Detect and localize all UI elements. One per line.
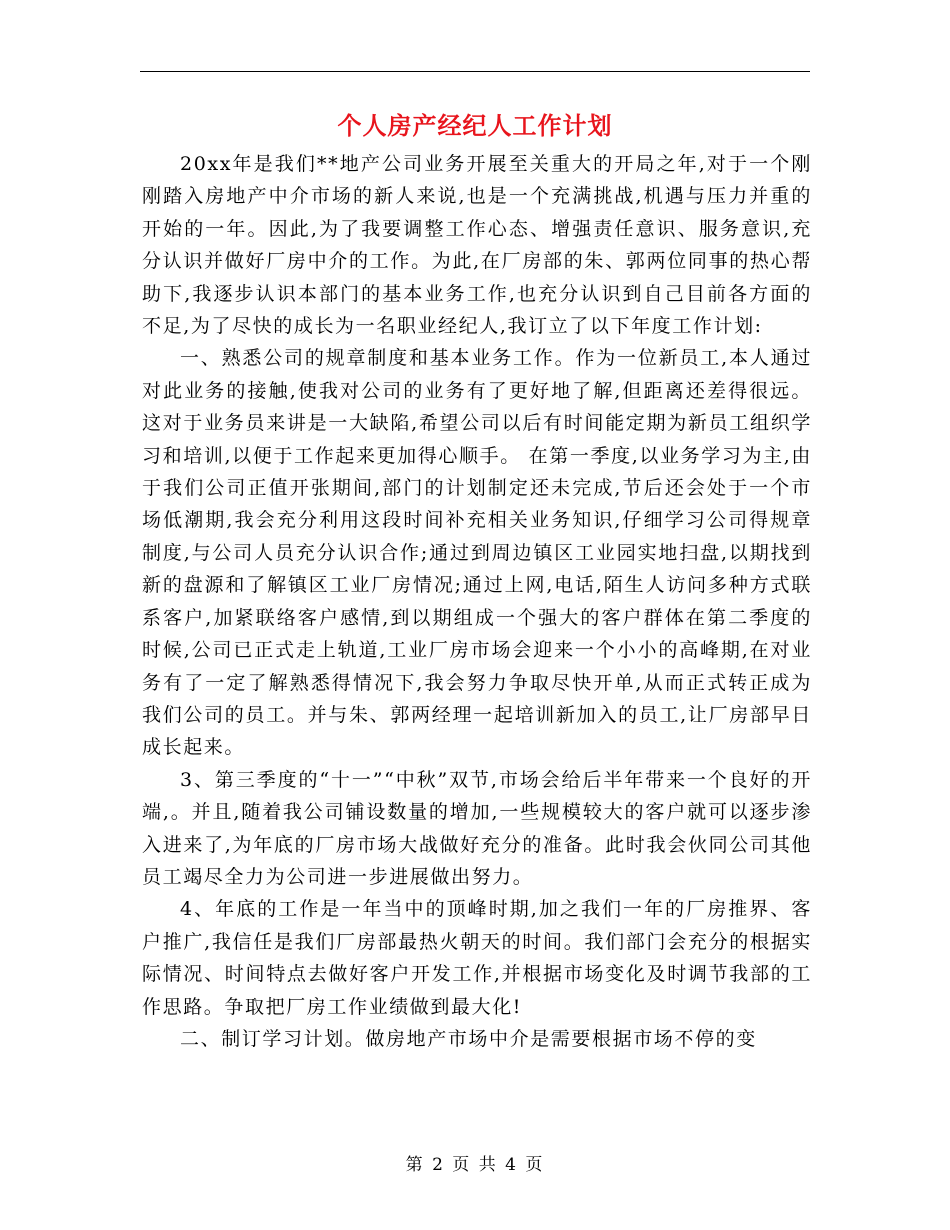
header-rule [140, 71, 810, 72]
document-body [142, 148, 812, 1055]
paragraph-year-end: 4、年底的工作是一年当中的顶峰时期,加之我们一年的厂房推界、客户推广,我信任是我们厂房部最热火朝天的时间。我们部门会充分的根据实际情况、时间特点去做好客户开发工作,并根据市场变化及时调节我部的工作思路。争取把厂房工作业绩做到最大化! [142, 898, 812, 1018]
paragraph-section-two: 二、制订学习计划。做房地产市场中介是需要根据市场不停的变 [180, 1027, 757, 1050]
paragraph-section-one: 一、熟悉公司的规章制度和基本业务工作。作为一位新员工,本人通过对此业务的接触,使我对公司的业务有了更好地了解,但距离还差得很远。这对于业务员来讲是一大缺陷,希望公司以后有时间能定期为新员工组织学习和培训,以便于工作起来更加得心顺手。 在第一季度,以业务学习为主,由于我们公司正值开张期间,部门的计划制定还未完成,节后还会处于一个市场低潮期,我会充分利用这段时间补充相关业务知识,仔细学习公司得规章制度,与公司人员充分认识合作;通过到周边镇区工业园实地扫盘,以期找到新的盘源和了解镇区工业厂房情况;通过上网,电话,陌生人访问多种方式联系客户,加紧联络客户感情,到以期组成一个强大的客户群体在第二季度的时候,公司已正式走上轨道,工业厂房市场会迎来一个小小的高峰期,在对业务有了一定了解熟悉得情况下,我会努力争取尽快开单,从而正式转正成为我们公司的员工。并与朱、郭两经理一起培训新加入的员工,让厂房部早日成长起来。 [142, 347, 812, 759]
page-number-footer: 第 2 页 共 4 页 [405, 1155, 545, 1175]
paragraph-third-quarter: 3、第三季度的“十一”“中秋”双节,市场会给后半年带来一个良好的开端,。并且,随着我公司铺设数量的增加,一些规模较大的客户就可以逐步渗入进来了,为年底的厂房市场大战做好充分的准备。此时我会伙同公司其他员工竭尽全力为公司进一步进展做出努力。 [142, 768, 812, 888]
document-title: 个人房产经纪人工作计划 [337, 111, 613, 140]
paragraph-intro: 20xx年是我们**地产公司业务开展至关重大的开局之年,对于一个刚刚踏入房地产中介市场的新人来说,也是一个充满挑战,机遇与压力并重的开始的一年。因此,为了我要调整工作心态、增强责任意识、服务意识,充分认识并做好厂房中介的工作。为此,在厂房部的朱、郭两位同事的热心帮助下,我逐步认识本部门的基本业务工作,也充分认识到自己目前各方面的不足,为了尽快的成长为一名职业经纪人,我订立了以下年度工作计划: [142, 153, 812, 338]
